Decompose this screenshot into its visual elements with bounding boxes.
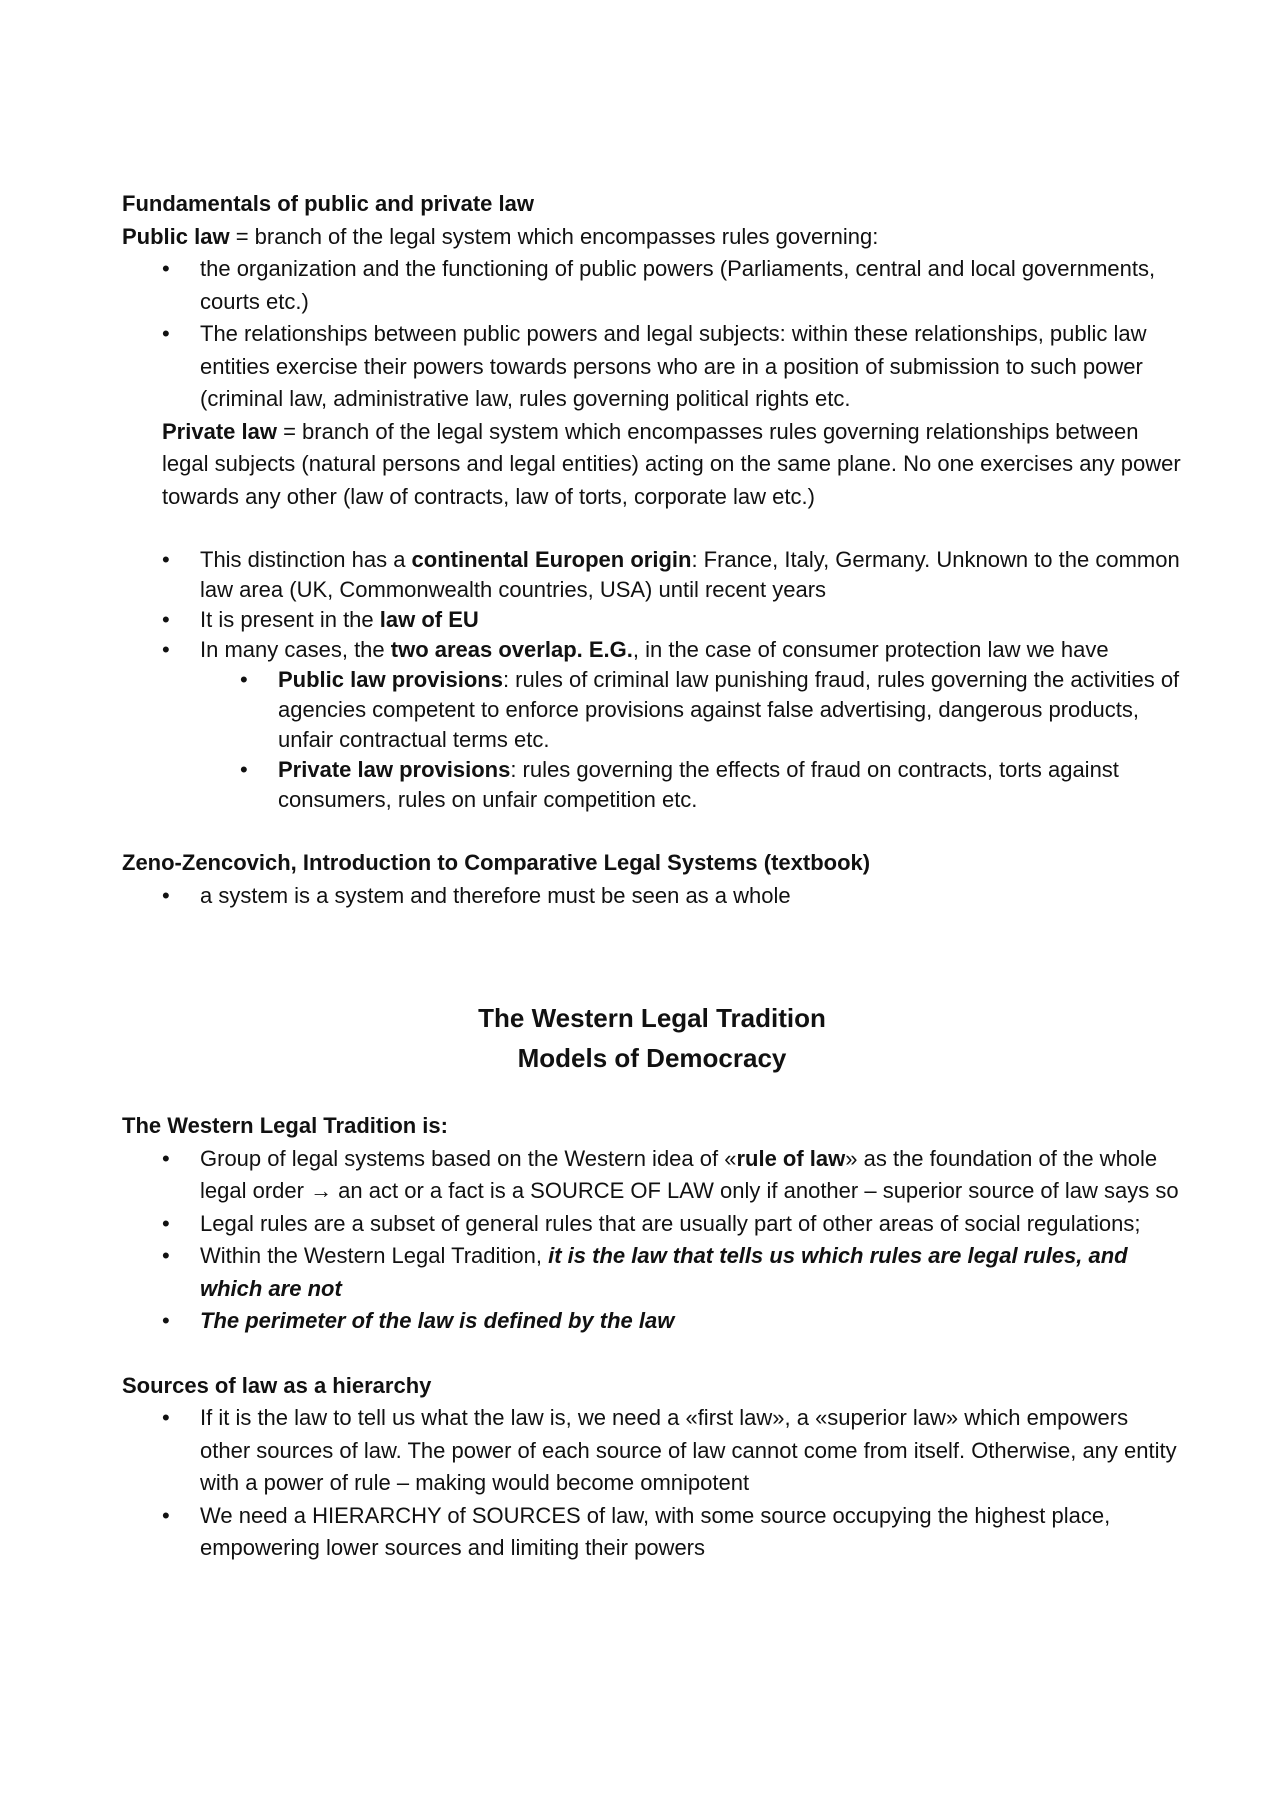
sources-hierarchy-list [122, 1402, 1182, 1565]
list-item: • the organization and the functioning of public powers (Parliaments, central and local governments, courts etc.) [122, 253, 1182, 318]
overlap-sublist [122, 665, 1182, 815]
section-title-fundamentals: Fundamentals of public and private law [122, 191, 534, 216]
spacer [122, 815, 1182, 847]
list-item: • Public law provisions: rules of criminal law punishing fraud, rules governing the activities of agencies competent to enforce provisions against false advertising, dangerous products, unfair contractual terms etc. [122, 665, 1182, 755]
section-title-sources-hierarchy: Sources of law as a hierarchy [122, 1372, 432, 1398]
list-item: • The perimeter of the law is defined by the law [122, 1305, 1182, 1338]
textbook-list [122, 880, 1182, 913]
western-tradition-list [122, 1143, 1182, 1338]
list-item: • If it is the law to tell us what the law is, we need a «first law», a «superior law» which empowers other sources of law. The power of each source of law cannot come from itself. Otherwise, any entity with a power of rule – making would become omnipotent [122, 1402, 1182, 1500]
section-title-western-tradition: The Western Legal Tradition is: [122, 1113, 448, 1138]
heading-models-of-democracy: Models of Democracy [517, 1043, 787, 1073]
public-law-list [122, 253, 1182, 416]
spacer [122, 513, 1182, 545]
spacer [122, 1078, 1182, 1110]
list-item: • This distinction has a continental Europen origin: France, Italy, Germany. Unknown to the common law area (UK, Commonwealth countries, USA) until recent years [122, 545, 1182, 605]
list-item: • Within the Western Legal Tradition, it is the law that tells us which rules are legal rules, and which are not [122, 1240, 1182, 1305]
list-item: • a system is a system and therefore must be seen as a whole [122, 880, 1182, 913]
list-item: • We need a HIERARCHY of SOURCES of law, with some source occupying the highest place, empowering lower sources and limiting their powers [122, 1500, 1182, 1565]
section-title-textbook: Zeno-Zencovich, Introduction to Comparative Legal Systems (textbook) [122, 850, 871, 875]
document-body [122, 188, 1182, 1565]
heading-western-legal-tradition: The Western Legal Tradition [478, 1003, 826, 1033]
public-law-definition: Public law = branch of the legal system which encompasses rules governing: [122, 223, 879, 249]
public-law-term: Public law [122, 223, 230, 249]
list-item: • In many cases, the two areas overlap. E.G., in the case of consumer protection law we have [122, 635, 1182, 665]
private-law-definition: Private law = branch of the legal system which encompasses rules governing relationships between legal subjects (natural persons and legal entities) acting on the same plane. No one exercises any power towards any other (law of contracts, law of torts, corporate law etc.) [162, 418, 1181, 509]
list-item: • It is present in the law of EU [122, 605, 1182, 635]
spacer [122, 912, 1182, 998]
list-item: • Legal rules are a subset of general rules that are usually part of other areas of social regulations; [122, 1208, 1182, 1241]
distinction-list [122, 545, 1182, 665]
list-item: • Private law provisions: rules governing the effects of fraud on contracts, torts against consumers, rules on unfair competition etc. [122, 755, 1182, 815]
list-item: • The relationships between public powers and legal subjects: within these relationships, public law entities exercise their powers towards persons who are in a position of submission to such power (criminal law, administrative law, rules governing political rights etc. [122, 318, 1182, 416]
private-law-term: Private law [162, 418, 277, 444]
list-item: • Group of legal systems based on the Western idea of «rule of law» as the foundation of the whole legal order → an act or a fact is a SOURCE OF LAW only if another – superior source of law says so [122, 1143, 1182, 1208]
spacer [122, 1338, 1182, 1370]
